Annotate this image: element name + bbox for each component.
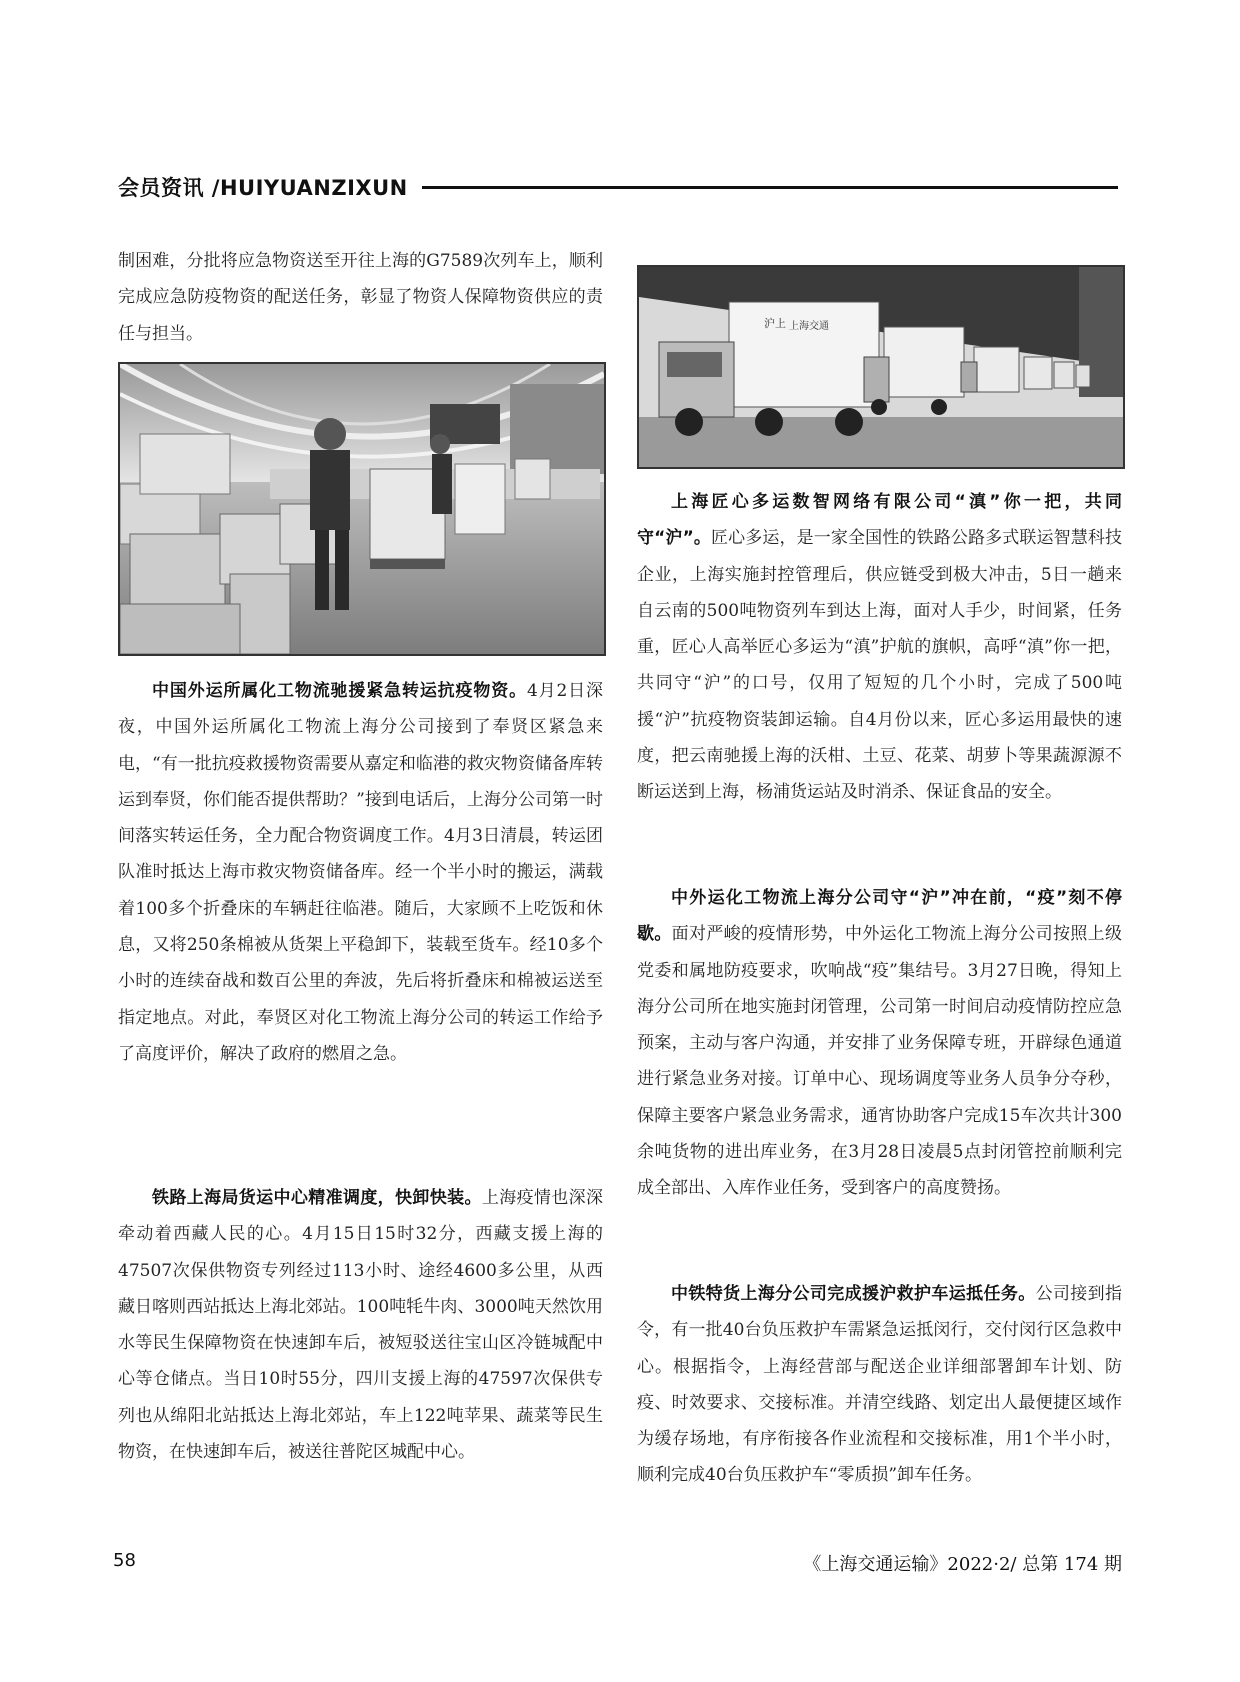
station-photo-graphic bbox=[120, 364, 604, 654]
station-photo bbox=[118, 362, 606, 656]
header-rule bbox=[422, 186, 1118, 189]
article-body: 面对严峻的疫情形势，中外运化工物流上海分公司按照上级党委和属地防疫要求，吹响战“疫”集结号。3月27日晚，得知上海分公司所在地实施封闭管理，公司第一时间启动疫情防控应急预案，主动与客户沟通，并安排了业务保障专班，开辟绿色通道进行紧急业务对接。订单中心、现场调度等业务人员争分夺秒，保障主要客户紧急业务需求，通宵协助客户完成15车次共计300余吨货物的进出库业务，在3月28日凌晨5点封闭管控前顺利完成全部出、入库作业任务，受到客户的高度赞扬。 bbox=[637, 924, 1123, 1199]
article-railway-freight bbox=[118, 1180, 603, 1470]
article-body: 匠心多运，是一家全国性的铁路公路多式联运智慧科技企业，上海实施封控管理后，供应链受到极大冲击，5日一趟来自云南的500吨物资列车到达上海，面对人手少，时间紧，任务重，匠心人高举匠心多运为“滇”护航的旗帜，高呼“滇”你一把，共同守“沪”的口号，仅用了短短的几个小时，完成了500吨援“沪”抗疫物资装卸运输。自4月份以来，匠心多运用最快的速度，把云南驰援上海的沃柑、土豆、花菜、胡萝卜等果蔬源源不断运送到上海，杨浦货运站及时消杀、保证食品的安全。 bbox=[637, 528, 1122, 803]
article-sinotrans-chemical bbox=[637, 880, 1122, 1207]
intro-paragraph: 制困难，分批将应急物资送至开往上海的G7589次列车上，顺利完成应急防疫物资的配送任务，彰显了物资人保障物资供应的责任与担当。 bbox=[118, 251, 603, 344]
article-chemical-logistics bbox=[118, 673, 603, 1072]
article-paragraph bbox=[118, 1180, 603, 1470]
article-heading: 中外运化工物流上海分公司守“沪”冲在前，“疫”刻不停歇。 bbox=[637, 888, 1122, 945]
article-paragraph bbox=[637, 484, 1122, 811]
truck-side-text: 上海交通 bbox=[789, 321, 829, 332]
article-paragraph bbox=[118, 673, 603, 1072]
page-number: 58 bbox=[113, 1550, 136, 1571]
article-body: 公司接到指令，有一批40台负压救护车需紧急运抵闵行，交付闵行区急救中心。根据指令，上海经营部与配送企业详细部署卸车计划、防疫、时效要求、交接标准。并清空线路、划定出人最便捷区域作为缓存场地，有序衔接各作业流程和交接标准，用1个半小时，顺利完成40台负压救护车“零质损”卸车任务。 bbox=[637, 1284, 1123, 1486]
section-header bbox=[118, 170, 1118, 204]
article-paragraph bbox=[637, 1276, 1122, 1494]
article-heading: 铁路上海局货运中心精准调度，快卸快装。 bbox=[152, 1188, 482, 1208]
article-heading: 中国外运所属化工物流驰援紧急转运抗疫物资。 bbox=[152, 681, 527, 701]
trucks-photo bbox=[637, 265, 1125, 469]
journal-citation: 《上海交通运输》2022·2/ 总第 174 期 bbox=[803, 1554, 1122, 1575]
section-title: 会员资讯 /HUIYUANZIXUN bbox=[118, 176, 408, 200]
article-heading: 上海匠心多运数智网络有限公司“滇”你一把，共同守“沪”。 bbox=[637, 492, 1122, 549]
truck-logo-text: 沪上 bbox=[764, 317, 786, 330]
article-heading: 中铁特货上海分公司完成援沪救护车运抵任务。 bbox=[671, 1284, 1036, 1304]
article-crsc-ambulance bbox=[637, 1276, 1122, 1494]
article-jiangxin bbox=[637, 484, 1122, 811]
left-intro bbox=[118, 243, 603, 352]
trucks-photo-graphic bbox=[639, 267, 1123, 467]
article-body: 上海疫情也深深牵动着西藏人民的心。4月15日15时32分，西藏支援上海的47507次保供物资专列经过113小时、途经4600多公里，从西藏日喀则西站抵达上海北郊站。100吨牦牛肉、3000吨天然饮用水等民生保障物资在快速卸车后，被短驳送往宝山区冷链城配中心等仓储点。当日10时55分，四川支援上海的47597次保供专列也从绵阳北站抵达上海北郊站，车上122吨苹果、蔬菜等民生物资，在快速卸车后，被送往普陀区城配中心。 bbox=[118, 1188, 604, 1463]
article-body: 4月2日深夜，中国外运所属化工物流上海分公司接到了奉贤区紧急来电，“有一批抗疫救援物资需要从嘉定和临港的救灾物资储备库转运到奉贤，你们能否提供帮助？”接到电话后，上海分公司第一时间落实转运任务，全力配合物资调度工作。4月3日清晨，转运团队准时抵达上海市救灾物资储备库。经一个半小时的搬运，满载着100多个折叠床的车辆赶往临港。随后，大家顾不上吃饭和休息，又将250条棉被从货架上平稳卸下，装载至货车。经10多个小时的连续奋战和数百公里的奔波，先后将折叠床和棉被运送至指定地点。对此，奉贤区对化工物流上海分公司的转运工作给予了高度评价，解决了政府的燃眉之急。 bbox=[118, 681, 604, 1064]
article-paragraph bbox=[637, 880, 1122, 1207]
